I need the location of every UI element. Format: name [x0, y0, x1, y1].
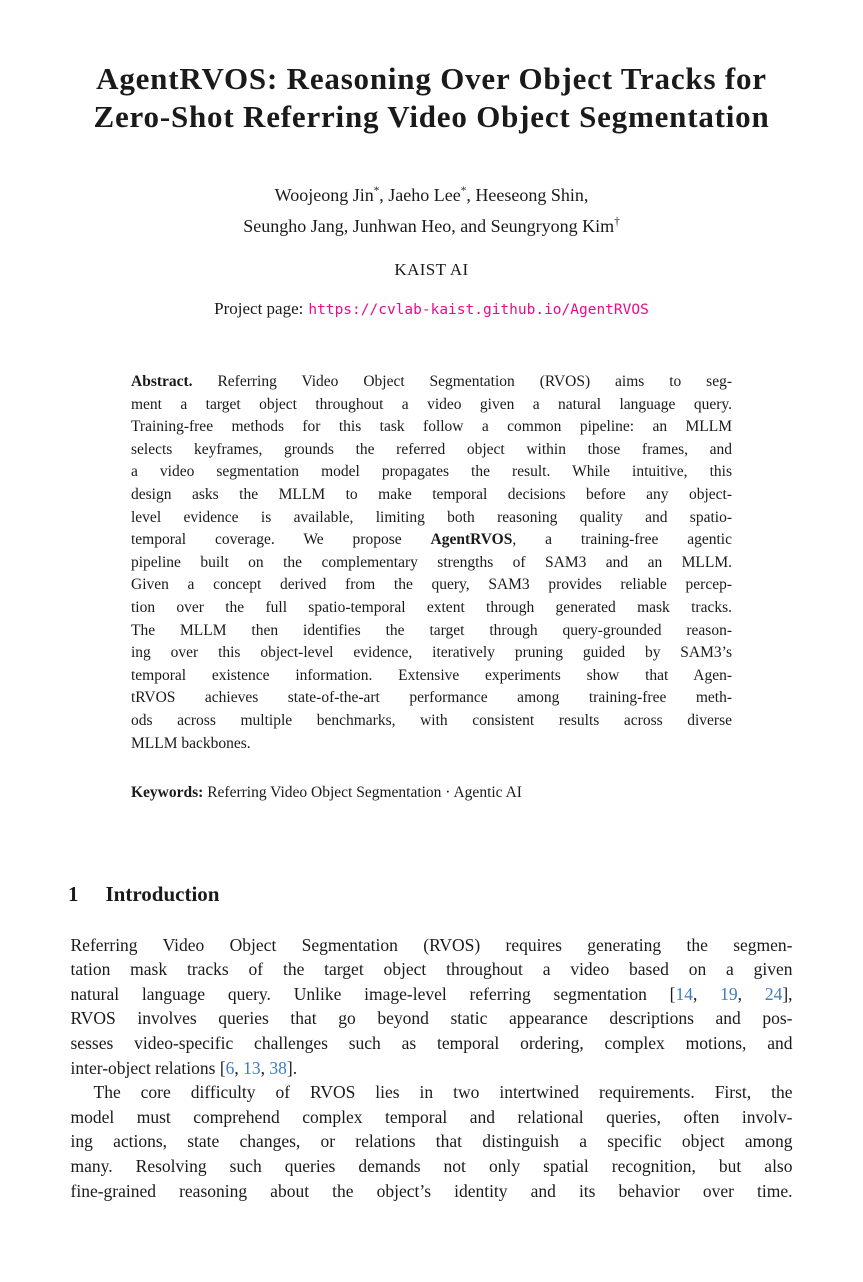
text-line: ods across multiple benchmarks, with consistent results across diverse	[131, 711, 732, 729]
text-line: level evidence is available, limiting both reasoning quality and spatio-	[131, 508, 732, 526]
text-line: tation mask tracks of the target object throughout a video based on a given	[70, 959, 793, 980]
keywords-line: Keywords: Referring Video Object Segmentation · Agentic AI	[131, 784, 522, 802]
text-line: model must comprehend complex temporal and relational queries, often involv-	[70, 1106, 793, 1127]
text-line: fine-grained reasoning about the object’s identity and its behavior over time.	[70, 1180, 793, 1201]
text-line: temporal existence information. Extensive experiments show that Agen-	[131, 666, 732, 684]
text-line: temporal coverage. We propose AgentRVOS, a training-free agentic	[131, 531, 732, 549]
title-line-1: AgentRVOS: Reasoning Over Object Tracks for	[96, 61, 767, 96]
text-line: ing actions, state changes, or relations that distinguish a specific object among	[70, 1131, 793, 1152]
citation-ref[interactable]: 19	[720, 983, 738, 1004]
text-line: Referring Video Object Segmentation (RVOS) requires generating the segmen-	[70, 934, 793, 955]
citation-ref[interactable]: 6	[225, 1057, 235, 1078]
text-line: selects keyframes, grounds the referred object within those frames, and	[131, 440, 732, 458]
text-line: ment a target object throughout a video given a natural language query.	[131, 395, 732, 413]
section-heading	[68, 881, 863, 907]
text-line: The core difficulty of RVOS lies in two intertwined requirements. First, the	[93, 1082, 793, 1103]
text-line: ing over this object-level evidence, iteratively pruning guided by SAM3’s	[131, 644, 732, 662]
text-line: design asks the MLLM to make temporal decisions before any object-	[131, 485, 732, 503]
citation-ref[interactable]: 13	[243, 1057, 261, 1078]
citation-ref[interactable]: 38	[269, 1057, 287, 1078]
introduction-body	[71, 933, 793, 1204]
title-block	[0, 0, 863, 319]
paper-title	[0, 0, 863, 136]
author-line-2: Seungho Jang, Junhwan Heo, and Seungryong Kim†	[243, 216, 620, 236]
intro-paragraph-2	[71, 1080, 793, 1203]
text-line: inter-object relations [6, 13, 38].	[70, 1057, 298, 1078]
text-line: RVOS involves queries that go beyond static appearance descriptions and pos-	[70, 1008, 793, 1029]
text-line: natural language query. Unlike image-level referring segmentation [14, 19, 24],	[70, 983, 793, 1004]
text-line: tion over the full spatio-temporal extent through generated mask tracks.	[131, 598, 732, 616]
abstract-block	[131, 371, 732, 805]
author-line-1: Woojeong Jin*, Jaeho Lee*, Heeseong Shin,	[274, 185, 589, 205]
abstract-paragraph	[131, 371, 732, 755]
footnote-marker: *	[460, 185, 467, 197]
text-line: sesses video-specific challenges such as temporal ordering, complex motions, and	[70, 1033, 793, 1054]
affiliation: KAIST AI	[394, 260, 469, 279]
footnote-marker: *	[373, 185, 380, 197]
text-line: MLLM backbones.	[131, 734, 251, 752]
text-line: The MLLM then identifies the target through query-grounded reason-	[131, 621, 732, 639]
project-page-label: Project page:	[214, 299, 304, 318]
intro-paragraph-1	[71, 933, 793, 1081]
text-line: tRVOS achieves state-of-the-art performance among training-free meth-	[131, 689, 732, 707]
section-number: 1	[68, 881, 79, 906]
project-page-line	[0, 299, 863, 319]
citation-ref[interactable]: 14	[675, 983, 693, 1004]
text-line: pipeline built on the complementary strengths of SAM3 and an MLLM.	[131, 553, 732, 571]
text-line: Abstract. Referring Video Object Segmentation (RVOS) aims to seg-	[131, 373, 732, 390]
citation-ref[interactable]: 24	[764, 983, 783, 1004]
project-page-link[interactable]: https://cvlab-kaist.github.io/AgentRVOS	[308, 302, 649, 318]
text-line: a video segmentation model propagates the result. While intuitive, this	[131, 463, 732, 481]
text-line: many. Resolving such queries demands not only spatial recognition, but also	[70, 1156, 793, 1177]
text-line: Given a concept derived from the query, SAM3 provides reliable percep-	[131, 576, 732, 594]
text-line: Training-free methods for this task follow a common pipeline: an MLLM	[131, 418, 732, 436]
section-title: Introduction	[105, 881, 220, 906]
author-list	[0, 178, 863, 240]
title-line-2: Zero-Shot Referring Video Object Segmentation	[93, 99, 770, 134]
footnote-marker: †	[614, 216, 620, 228]
